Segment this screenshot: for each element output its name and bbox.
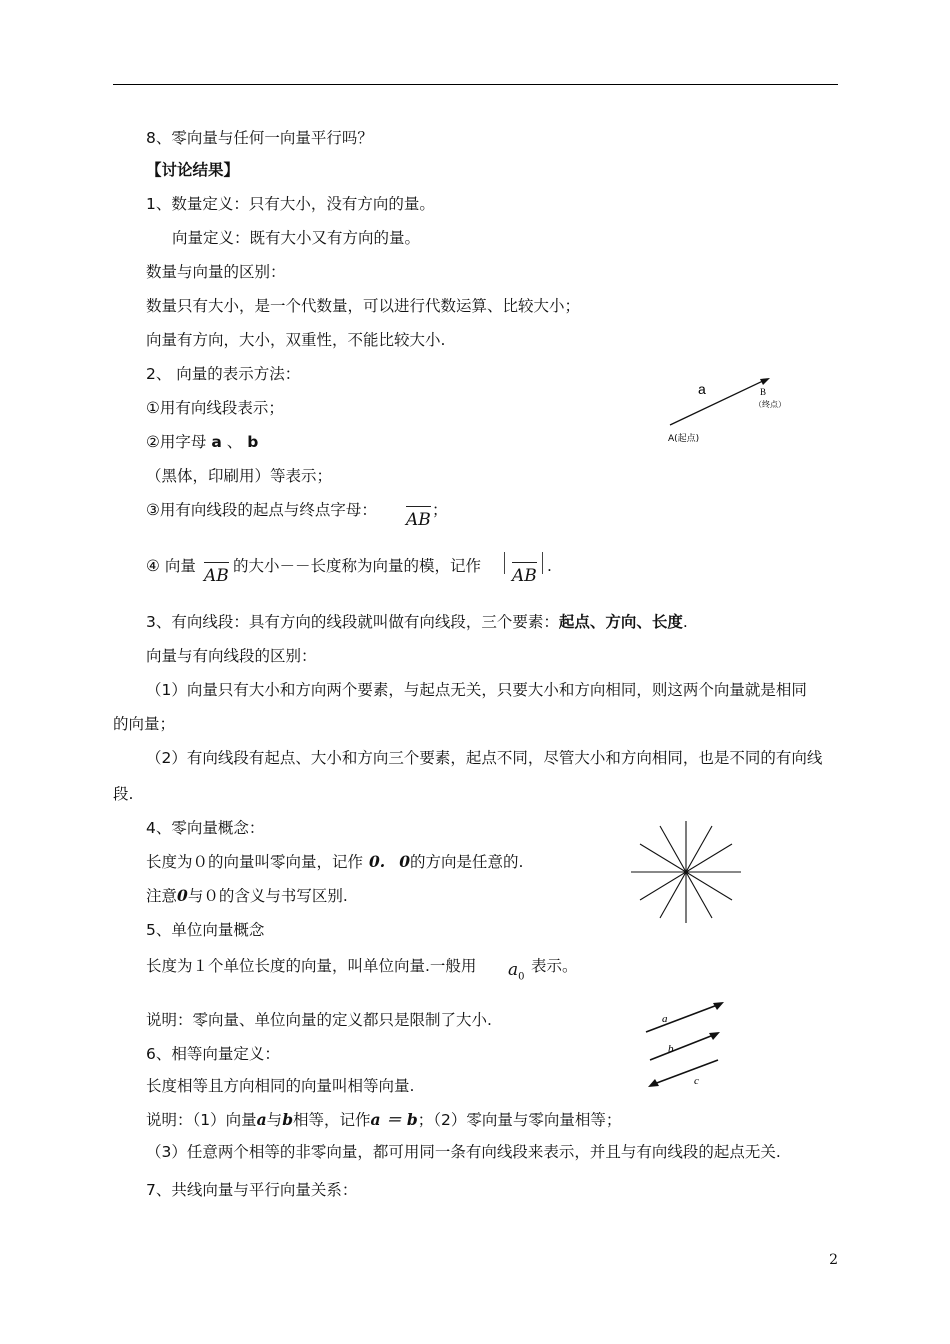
letter-b: b: [247, 433, 259, 451]
abs-bar-right: [542, 552, 543, 574]
representation-3-end: ；: [432, 501, 448, 519]
three-elements: 起点、方向、长度: [558, 613, 683, 631]
label-end: （终点）: [754, 400, 786, 409]
representation-4: [146, 556, 196, 576]
equal-vectors-figure: [640, 996, 740, 1092]
zero-symbol: 0: [177, 886, 188, 905]
equal-vector-note-3: （3）任意两个相等的非零向量，都可用同一条有向线段来表示，并且与有向线段的起点无关.: [146, 1143, 781, 1161]
equal-vector-note-1: [146, 1110, 621, 1130]
zero-symbol: 0.: [369, 852, 386, 871]
equal-vector-definition: 长度相等且方向相同的向量叫相等向量.: [146, 1077, 415, 1095]
label-c: c: [694, 1075, 699, 1087]
segment-difference-heading: 向量与有向线段的区别：: [146, 647, 317, 665]
label-a: a: [662, 1013, 668, 1025]
note1-mid2: 相等，记作: [293, 1111, 371, 1129]
unit-vector-definition: 长度为１个单位长度的向量，叫单位向量.一般用: [146, 957, 477, 975]
representation-2-note: （黑体，印刷用）等表示；: [146, 467, 333, 485]
representation-heading: 2、 向量的表示方法：: [146, 365, 301, 383]
note-post: 与０的含义与书写区别.: [187, 887, 348, 905]
note1-pre: 说明：（1）向量: [146, 1111, 257, 1129]
letter-a: a: [211, 433, 222, 451]
unit-vector-note: 说明：零向量、单位向量的定义都只是限制了大小.: [146, 1011, 492, 1029]
equal-vector-heading: 6、相等向量定义：: [146, 1045, 280, 1063]
unit-vector-symbol: $a_0$: [508, 960, 525, 983]
representation-2-text: ②用字母: [146, 433, 207, 451]
vector-definition: 向量定义：既有大小又有方向的量。: [172, 229, 421, 247]
vector-ab-symbol: AB: [406, 510, 431, 530]
label-b: b: [668, 1043, 674, 1055]
directed-segment-definition: [146, 612, 688, 632]
label-a: a: [698, 381, 706, 397]
directed-segment-text: 3、有向线段：具有方向的线段就叫做有向线段，三个要素：: [146, 613, 559, 631]
zero-vector-star-figure: [626, 818, 746, 928]
representation-1: ①用有向线段表示；: [146, 399, 284, 417]
letter-b: b: [282, 1110, 294, 1129]
zero-symbol: 0: [399, 852, 410, 871]
note1-mid: 与: [266, 1111, 283, 1129]
representation-4-pre: ④ 向量: [146, 557, 196, 575]
zero-def-post: 的方向是任意的.: [410, 853, 524, 871]
zero-vector-note: [146, 886, 348, 906]
vector-ab-symbol: AB: [204, 566, 229, 586]
zero-vector-heading: 4、零向量概念：: [146, 819, 265, 837]
difference-heading: 数量与向量的区别：: [146, 263, 286, 281]
unit-vector-heading: 5、单位向量概念: [146, 921, 265, 939]
section-heading: 【讨论结果】: [146, 161, 240, 179]
equality: a ＝ b: [370, 1110, 418, 1129]
representation-4-mid: 的大小－－长度称为向量的模，记作: [233, 557, 482, 575]
label-B: B: [760, 387, 767, 397]
page-number: 2: [829, 1252, 838, 1268]
zero-def-text: 长度为０的向量叫零向量，记作: [146, 853, 364, 871]
directed-segment-figure: [660, 370, 820, 450]
scalar-definition: 1、数量定义：只有大小，没有方向的量。: [146, 195, 435, 213]
scalar-description: 数量只有大小，是一个代数量，可以进行代数运算、比较大小；: [146, 297, 581, 315]
vector-description: 向量有方向，大小，双重性，不能比较大小.: [146, 331, 446, 349]
letter-a: a: [256, 1110, 267, 1129]
note-pre: 注意: [146, 887, 178, 905]
difference-1-line1: （1）向量只有大小和方向两个要素，与起点无关，只要大小和方向相同，则这两个向量就是相同: [146, 681, 807, 699]
abs-bar-left: [504, 552, 505, 574]
collinear-heading: 7、共线向量与平行向量关系：: [146, 1181, 358, 1199]
representation-4-end: .: [547, 557, 552, 575]
vector-ab-symbol: AB: [512, 566, 537, 586]
representation-2: [146, 432, 258, 452]
label-A-start: A(起点): [668, 434, 700, 444]
question-8: 8、零向量与任何一向量平行吗？: [146, 129, 373, 147]
unit-vector-post: 表示。: [531, 957, 578, 975]
header-rule: [113, 84, 838, 85]
separator: 、: [226, 433, 243, 451]
note1-post: ；（2）零向量与零向量相等；: [417, 1111, 622, 1129]
period: .: [682, 613, 688, 631]
representation-3: ③用有向线段的起点与终点字母：: [146, 501, 377, 519]
difference-2-line2: 段.: [113, 785, 134, 803]
zero-vector-definition: [146, 852, 523, 872]
difference-2-line1: （2）有向线段有起点、大小和方向三个要素，起点不同，尽管大小和方向相同，也是不同的有向线: [146, 749, 823, 767]
difference-1-line2: 的向量；: [113, 715, 176, 733]
